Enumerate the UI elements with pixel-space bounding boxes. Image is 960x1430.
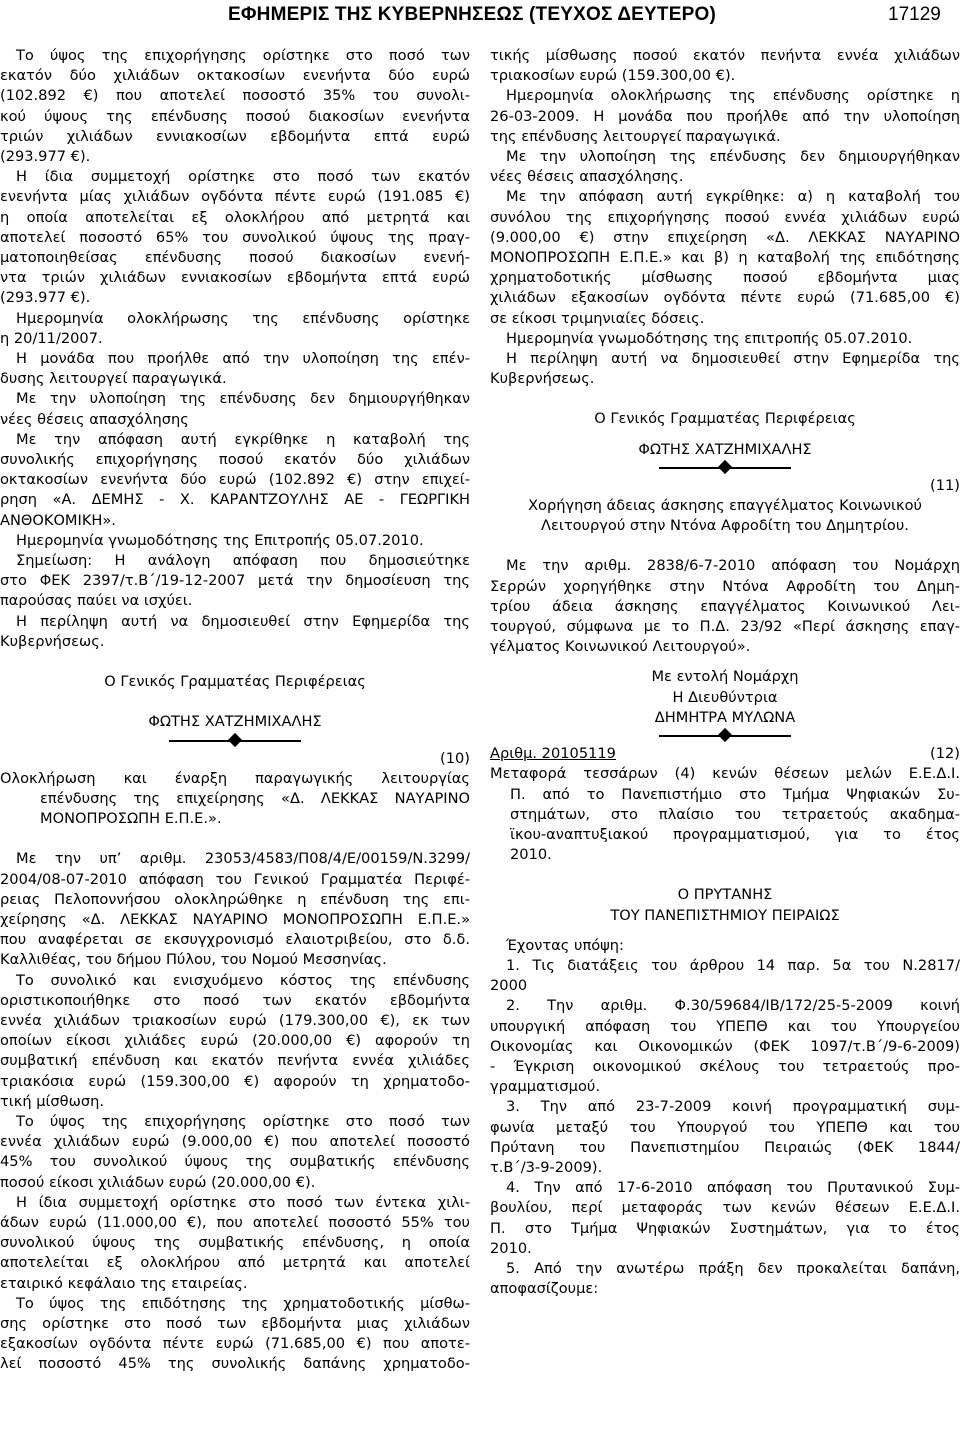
text-line: που αναφέρεται σε εκσυγχρονισμό ελαιοτριβείου, στο δ.δ.: [0, 931, 470, 949]
text-line: Η ίδια συμμετοχή ορίστηκε στο ποσό των εκατόν: [16, 168, 470, 186]
text-line: (293.977 €).: [0, 148, 91, 166]
text-line: αποφασίζουμε:: [490, 1280, 599, 1298]
page-header: [0, 0, 960, 36]
text-line: στημάτων, στο πλαίσιο του τετραετούς ακαδημα-: [510, 805, 960, 823]
text-line: αποτελείται εξ ολοκλήρου από μετρητά και αποτελεί: [0, 1254, 470, 1272]
text-line: Ημερομηνία ολοκλήρωσης της επένδυσης ορίστηκε η: [506, 87, 960, 105]
text-line: ποσού είκοσι χιλιάδων ευρώ (20.000,00 €).: [0, 1173, 316, 1191]
text-line: χιλιάδων εξακοσίων ογδόντα πέντε ευρώ (71.685,00 €): [490, 289, 960, 307]
text-line: Έχοντας υπόψη:: [506, 936, 624, 954]
spacer: [0, 829, 470, 849]
text-line: Ο ΠΡΥΤΑΝΗΣ: [677, 886, 773, 904]
text-line: Το ύψος της επιχορήγησης ορίστηκε στο ποσό των: [16, 47, 470, 64]
left-column: [0, 46, 470, 1375]
spacer: [490, 865, 960, 885]
decision-number: (12): [930, 745, 960, 763]
text-line: (102.892 €) που αποτελεί ποσοστό 35% του συνολι-: [0, 87, 470, 105]
text-line: ΤΟΥ ΠΑΝΕΠΙΣΤΗΜΙΟΥ ΠΕΙΡΑΙΩΣ: [610, 906, 840, 924]
text-line: ματοποιηθείσας επένδυσης ποσού διακοσίων ενενή-: [0, 249, 470, 267]
text-line: συνόλου της επιχορήγησης ποσού εννέα χιλιάδων ευρώ: [490, 208, 960, 226]
decision-reference: Αριθμ. 20105119: [490, 745, 616, 763]
text-line: ΦΩΤΗΣ ΧΑΤΖΗΜΙΧΑΛΗΣ: [148, 713, 322, 731]
text-line: τική μίσθωση.: [0, 1092, 104, 1110]
text-line: Ημερομηνία ολοκλήρωσης της επένδυσης ορίστηκε: [16, 309, 470, 327]
text-line: Ημερομηνία γνωμοδότησης της επιτροπής 05.07.2010.: [506, 329, 913, 347]
gazette-title: ΕΦΗΜΕΡΙΣ ΤΗΣ ΚΥΒΕΡΝΗΣΕΩΣ (ΤΕΥΧΟΣ ΔΕΥΤΕΡΟ): [228, 4, 716, 25]
text-line: φωνία μεταξύ του Υπουργού του ΥΠΕΠΘ και του: [490, 1118, 960, 1136]
text-line: Η περίληψη αυτή να δημοσιευθεί στην Εφημερίδα της: [506, 350, 960, 368]
text-line: συμβατική επένδυση και εκατόν πενήντα εννέα χιλιάδες: [0, 1052, 470, 1070]
text-line: ϊκου-αναπτυξιακού προγραμματισμού, για το έτος: [510, 825, 960, 843]
text-line: 2004/08-07-2010 απόφαση του Γενικού Γραμματέα Περιφέ-: [0, 870, 470, 888]
text-line: οριστικοποιήθηκε στο ποσό των εκατόν εβδομήντα: [0, 991, 470, 1009]
text-line: 2. Την αριθμ. Φ.30/59684/ΙΒ/172/25-5-2009 κοινή: [506, 997, 960, 1015]
text-line: Π. στο Τμήμα Ψηφιακών Συστημάτων, για το έτος: [490, 1219, 960, 1237]
text-line: γέλματος Κοινωνικού Λειτουργού».: [490, 638, 751, 656]
text-line: δυσης λειτουργεί παραγωγικά.: [0, 370, 227, 388]
text-line: 2000: [490, 977, 528, 995]
text-line: (293.977 €).: [0, 289, 91, 307]
text-line: Ο Γενικός Γραμματέας Περιφέρειας: [594, 410, 856, 428]
text-line: ΑΝΘΟΚΟΜΙΚΗ».: [0, 511, 116, 529]
text-line: η οποία αποτελείται εξ ολοκλήρου από μετρητά και: [0, 208, 470, 226]
text-line: τριών χιλιάδων εννιακοσίων εβδομήντα επτά ευρώ: [0, 127, 470, 145]
text-line: τριακόσια ευρώ (159.300,00 €) αφορούν τη χρηματοδο-: [0, 1072, 470, 1090]
diamond-icon: [718, 728, 732, 742]
section-divider: [490, 460, 960, 476]
text-line: οποίων είκοσι χιλιάδες ευρώ (20.000,00 €) αφορούν τη: [0, 1032, 470, 1050]
text-line: χρηματοδοτικής μίσθωσης ποσού εβδομήντα μιας: [490, 269, 960, 287]
text-line: εννέα χιλιάδων τριακοσίων ευρώ (179.300,00 €), εκ των: [0, 1011, 470, 1029]
text-line: συνολικού ύψους της συμβατικής επένδυσης, η οποία: [0, 1234, 470, 1252]
spacer: [490, 536, 960, 556]
text-line: ΔΗΜΗΤΡΑ ΜΥΛΩΝΑ: [654, 708, 796, 726]
text-line: Οικονομίας και Οικονομικών (ΦΕΚ 1097/τ.Β΄/9-6-2009): [490, 1037, 960, 1055]
text-line: Με εντολή Νομάρχη: [651, 668, 799, 686]
text-line: Μεταφορά τεσσάρων (4) κενών θέσεων μελών Ε.Ε.Δ.Ι.: [490, 765, 960, 783]
text-line: τρίου άδεια άσκησης επαγγέλματος Κοινωνικού Λει-: [490, 597, 960, 615]
text-line: ενενήντα μίας χιλιάδων ογδόντα πέντε ευρώ (191.085 €): [0, 188, 470, 206]
text-line: 3. Την από 23-7-2009 κοινή προγραμματική συμ-: [506, 1098, 960, 1116]
text-line: Ο Γενικός Γραμματέας Περιφέρειας: [104, 673, 366, 691]
decision-number-row: [490, 744, 960, 764]
text-line: Με την αριθμ. 2838/6-7-2010 απόφαση του Νομάρχη: [506, 557, 960, 575]
right-column: [490, 46, 960, 1299]
text-line: 2010.: [510, 846, 552, 864]
text-line: τ.Β΄/3-9-2009).: [490, 1158, 603, 1176]
text-line: της επένδυσης λειτουργεί παραγωγικά.: [490, 127, 781, 145]
text-line: Σημείωση: Η ανάλογη απόφαση που δημοσιεύτηκε: [16, 552, 470, 570]
text-line: γραμματισμού.: [490, 1078, 600, 1096]
text-line: Ολοκλήρωση και έναρξη παραγωγικής λειτουργίας: [0, 769, 470, 787]
spacer: [490, 657, 960, 667]
text-line: τικής μίσθωσης ποσού εκατόν πενήντα εννέα χιλιάδων: [490, 47, 960, 64]
text-line: 26-03-2009. Η μονάδα που προήλθε από την υλοποίηση: [490, 107, 960, 125]
text-line: 5. Από την ανωτέρω πράξη δεν προκαλείται δαπάνη,: [506, 1259, 960, 1277]
text-line: (9.000,00 €) στην επιχείρηση «Δ. ΛΕΚΚΑΣ ΝΑΥΑΡΙΝΟ: [490, 228, 960, 246]
text-line: αποτελεί ποσοστό 65% του συνολικού ύψους της πραγ-: [0, 228, 470, 246]
text-line: 45% του συνολικού ύψους της συμβατικής επένδυσης: [0, 1153, 470, 1171]
text-line: Με την υλοποίηση της επένδυσης δεν δημιουργήθηκαν: [16, 390, 470, 408]
text-line: Το ύψος της επιδότησης της χρηματοδοτικής μίσθω-: [16, 1294, 470, 1312]
spacer: [0, 692, 470, 712]
text-line: η 20/11/2007.: [0, 329, 103, 347]
text-line: συνολικής επιχορήγησης ποσού εκατόν δύο χιλιάδων: [0, 451, 470, 469]
text-line: τριακοσίων ευρώ (159.300,00 €).: [490, 67, 736, 85]
text-line: ρηση «Α. ΔΕΜΗΣ - Χ. ΚΑΡΑΝΤΖΟΥΛΗΣ ΑΕ - ΓΕΩΡΓΙΚΗ: [0, 491, 470, 509]
text-line: ΦΩΤΗΣ ΧΑΤΖΗΜΙΧΑΛΗΣ: [638, 440, 812, 458]
text-line: λεί ποσοστό 45% της συνολικής δαπάνης χρηματοδο-: [0, 1355, 470, 1373]
text-line: εταιρικό κεφάλαιο της εταιρείας.: [0, 1274, 248, 1292]
diamond-icon: [718, 460, 732, 474]
text-line: χείρησης «Δ. ΛΕΚΚΑΣ ΝΑΥΑΡΙΝΟ ΜΟΝΟΠΡΟΣΩΠΗ Ε.Π.Ε.»: [0, 910, 470, 928]
spacer: [0, 652, 470, 672]
text-line: σης ορίστηκε στο ποσό των εβδομήντα μιας χιλιάδων: [0, 1314, 470, 1332]
text-line: οκτακοσίων ενενήντα δύο ευρώ (102.892 €) στην επιχεί-: [0, 471, 470, 489]
text-line: Πρύτανη του Πανεπιστημίου Πειραιώς (ΦΕΚ 1844/: [490, 1138, 960, 1156]
text-line: ΜΟΝΟΠΡΟΣΩΠΗ Ε.Π.Ε.».: [40, 810, 222, 828]
text-line: Ημερομηνία γνωμοδότησης της Επιτροπής 05.07.2010.: [16, 531, 424, 549]
text-line: Κυβερνήσεως.: [490, 370, 595, 388]
text-line: - Έγκριση οικονομικού σκέλους του τετραετούς προ-: [490, 1057, 960, 1075]
text-line: Η περίληψη αυτή να δημοσιευθεί στην Εφημερίδα της: [16, 612, 470, 630]
text-line: Το συνολικό και ενισχυόμενο κόστος της επένδυσης: [16, 971, 470, 989]
spacer: [490, 389, 960, 409]
text-line: Π. από το Πανεπιστήμιο στο Τμήμα Ψηφιακών Συ-: [510, 785, 960, 803]
text-line: στο ΦΕΚ 2397/τ.Β΄/19-12-2007 μετά την δημοσίευση της: [0, 572, 470, 590]
text-line: Με την απόφαση αυτή εγκρίθηκε: α) η καταβολή του: [506, 188, 960, 206]
text-line: κού ύψους της επένδυσης ποσού διακοσίων ενενήντα: [0, 107, 470, 125]
text-line: εξακοσίων ογδόντα πέντε ευρώ (71.685,00 €) που αποτε-: [0, 1335, 470, 1353]
text-line: Χορήγηση άδειας άσκησης επαγγέλματος Κοινωνικού: [528, 497, 922, 515]
text-line: βουλίου, περί μεταφοράς των κενών θέσεων Ε.Ε.Δ.Ι.: [490, 1199, 960, 1217]
text-line: νέες θέσεις απασχόλησης.: [490, 168, 684, 186]
text-line: Το ύψος της επιχορήγησης ορίστηκε στο ποσό των: [16, 1112, 470, 1130]
text-line: Σερρών χορηγήθηκε στην Ντόνα Αφροδίτη του Δημη-: [490, 577, 960, 595]
text-line: υπουργική απόφαση του ΥΠΕΠΘ και του Υπουργείου: [490, 1017, 960, 1035]
section-divider: [490, 728, 960, 744]
text-line: Με την υλοποίηση της επένδυσης δεν δημιουργήθηκαν: [506, 148, 960, 166]
page-number: 17129: [888, 4, 941, 25]
text-line: Με την απόφαση αυτή εγκρίθηκε η καταβολή της: [16, 430, 470, 448]
text-line: (11): [930, 476, 960, 494]
text-line: Η μονάδα που προήλθε από την υλοποίηση της επέν-: [16, 350, 470, 368]
text-line: εννέα χιλιάδων ευρώ (9.000,00 €) που αποτελεί ποσοστό: [0, 1133, 470, 1151]
text-line: άδων ευρώ (11.000,00 €), που αποτελεί ποσοστό 55% του: [0, 1213, 470, 1231]
text-line: 4. Την από 17-6-2010 απόφαση του Πρυτανικού Συμ-: [506, 1179, 960, 1197]
text-line: εκατόν δύο χιλιάδων οκτακοσίων ενενήντα δύο ευρώ: [0, 67, 470, 85]
text-line: Λειτουργού στην Ντόνα Αφροδίτη του Δημητρίου.: [541, 517, 909, 535]
spacer: [490, 926, 960, 936]
text-line: σε είκοσι τριμηνιαίες δόσεις.: [490, 309, 705, 327]
text-line: 1. Τις διατάξεις του άρθρου 14 παρ. 5α του Ν.2817/: [506, 956, 960, 974]
text-line: Η Διευθύντρια: [672, 688, 778, 706]
text-line: Καλλιθέας, του δήμου Πύλου, του Νομού Μεσσηνίας.: [0, 951, 387, 969]
text-line: ρειας Πελοποννήσου ολοκληρώθηκε η επένδυση της επι-: [0, 890, 470, 908]
text-line: 2010.: [490, 1239, 532, 1257]
text-line: παρούσας παύει να ισχύει.: [0, 592, 193, 610]
spacer: [490, 430, 960, 440]
text-line: ντα τριών χιλιάδων εννιακοσίων εβδομήντα επτά ευρώ: [0, 269, 470, 287]
text-line: Κυβερνήσεως.: [0, 632, 105, 650]
text-line: Με την υπ’ αριθμ. 23053/4583/Π08/4/Ε/00159/Ν.3299/: [16, 850, 470, 868]
text-line: (10): [440, 749, 470, 767]
text-line: νέες θέσεις απασχόλησης: [0, 410, 189, 428]
section-divider: [0, 733, 470, 749]
text-line: επένδυσης της επιχείρησης «Δ. ΛΕΚΚΑΣ ΝΑΥΑΡΙΝΟ: [40, 789, 470, 807]
text-line: τουργού, σύμφωνα με το Π.Δ. 23/92 «Περί άσκησης επαγ-: [490, 618, 960, 636]
text-line: Η ίδια συμμετοχή ορίστηκε στο ποσό των έντεκα χιλι-: [16, 1193, 470, 1211]
text-line: ΜΟΝΟΠΡΟΣΩΠΗ Ε.Π.Ε.» και β) η καταβολή της επιδότησης: [490, 249, 960, 267]
diamond-icon: [228, 732, 242, 746]
